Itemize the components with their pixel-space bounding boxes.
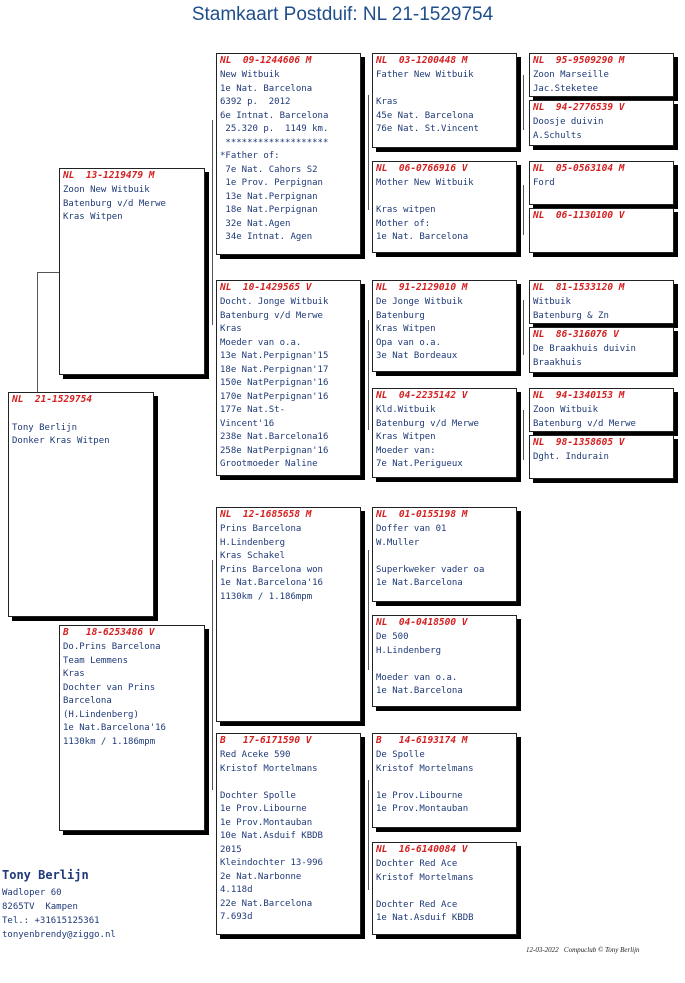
connector-line xyxy=(212,560,213,790)
ssdd-card xyxy=(529,208,674,253)
ring-number: NL 98-1358605 V xyxy=(533,437,625,448)
dam-card xyxy=(59,625,205,831)
card-details: De 500 H.Lindenberg Moeder van o.a. 1e Nat.Barcelona xyxy=(376,632,463,696)
connector-line xyxy=(523,185,524,235)
card-details: New Witbuik 1e Nat. Barcelona 6392 p. 2012 6e Intnat. Barcelona 25.320 p. 1149 km. ******************* *Father of: 7e Nat. Cahors S2 1e Prov. Perpignan 13e Nat.Perpignan 18e Nat.Perpignan 32e Nat.Agen 34e Intnat. Agen xyxy=(220,70,329,242)
subject-card xyxy=(8,392,154,617)
sds-card xyxy=(372,280,517,372)
ring-number: NL 10-1429565 V xyxy=(220,282,312,293)
ring-number: NL 09-1244606 M xyxy=(220,55,312,66)
ring-number: NL 05-0563104 M xyxy=(533,163,625,174)
owner-email: tonyenbrendy@ziggo.nl xyxy=(2,930,116,940)
ring-number: B 17-6171590 V xyxy=(220,735,312,746)
ring-number: B 14-6193174 M xyxy=(376,735,468,746)
ring-number: NL 04-0418500 V xyxy=(376,617,468,628)
ring-number: NL 03-1200448 M xyxy=(376,55,468,66)
connector-line xyxy=(212,120,213,325)
ddd-card xyxy=(372,842,517,935)
card-details: De Braakhuis duivin Braakhuis xyxy=(533,344,636,368)
ring-number: NL 81-1533120 M xyxy=(533,282,625,293)
card-details: De Spolle Kristof Mortelmans 1e Prov.Libourne 1e Prov.Montauban xyxy=(376,750,474,814)
card-details: Father New Witbuik Kras 45e Nat. Barcelona 76e Nat. St.Vincent xyxy=(376,70,479,134)
sire-dam-card xyxy=(216,280,361,476)
card-details: Kld.Witbuik Batenburg v/d Merwe Kras Witpen Moeder van: 7e Nat.Perigueux xyxy=(376,405,479,469)
sire-sire-card xyxy=(216,53,361,255)
sdds-card xyxy=(529,388,674,432)
connector-line xyxy=(523,300,524,355)
footer-credit: 12-03-2022 Compuclub © Tony Berlijn xyxy=(526,946,640,954)
dam-sire-card xyxy=(216,507,361,722)
dsd-card xyxy=(372,615,517,707)
ring-number: NL 94-1340153 M xyxy=(533,390,625,401)
ring-number: NL 21-1529754 xyxy=(12,394,93,405)
connector-line xyxy=(523,75,524,130)
dds-card xyxy=(372,733,517,828)
ring-number: NL 13-1219479 M xyxy=(63,170,155,181)
connector-line xyxy=(368,780,369,890)
connector-line xyxy=(523,410,524,460)
card-details: De Jonge Witbuik Batenburg Kras Witpen Opa van o.a. 3e Nat Bordeaux xyxy=(376,297,463,361)
ring-number: NL 06-1130100 V xyxy=(533,210,625,221)
ring-number: NL 94-2776539 V xyxy=(533,102,625,113)
ring-number: NL 01-0155198 M xyxy=(376,509,468,520)
sdd-card xyxy=(372,388,517,478)
ring-number: B 18-6253486 V xyxy=(63,627,155,638)
sssd-card xyxy=(529,100,674,146)
card-details: Tony Berlijn Donker Kras Witpen xyxy=(12,422,110,446)
card-details: Dght. Indurain xyxy=(533,452,609,462)
card-details: Mother New Witbuik Kras witpen Mother of: 1e Nat. Barcelona xyxy=(376,178,474,242)
card-details: Witbuik Batenburg & Zn xyxy=(533,297,609,321)
card-details: Red Aceke 590 Kristof Mortelmans Dochter Spolle 1e Prov.Libourne 1e Prov.Montauban 10e Nat.Asduif KBDB 2015 Kleindochter 13-996 2e Nat.Narbonne 4.118d 22e Nat.Barcelona 7.693d xyxy=(220,750,323,922)
ssds-card xyxy=(529,161,674,205)
sddd-card xyxy=(529,435,674,479)
connector-line xyxy=(368,320,369,430)
card-details: Prins Barcelona H.Lindenberg Kras Schakel Prins Barcelona won 1e Nat.Barcelona'16 1130km / 1.186mpm xyxy=(220,524,323,602)
page-title: Stamkaart Postduif: NL 21-1529754 xyxy=(191,4,494,25)
sire-card xyxy=(59,168,205,375)
sdss-card xyxy=(529,280,674,324)
card-details: Dochter Red Ace Kristof Mortelmans Dochter Red Ace 1e Nat.Asduif KBDB xyxy=(376,859,474,923)
connector-line xyxy=(368,550,369,670)
card-details: Ford xyxy=(533,178,555,188)
ring-number: NL 06-0766916 V xyxy=(376,163,468,174)
card-details: Zoon New Witbuik Batenburg v/d Merwe Kras Witpen xyxy=(63,185,166,222)
card-details: Docht. Jonge Witbuik Batenburg v/d Merwe Kras Moeder van o.a. 13e Nat.Perpignan'15 18e Nat.Perpignan'17 150e NatPerpignan'16 170e NatPerpignan'16 177e Nat.St- Vincent'16 238e Nat.Barcelona16 258e NatPerpignan'16 Grootmoeder Naline xyxy=(220,297,329,469)
owner-city: 8265TV Kampen xyxy=(2,902,78,912)
card-details: Doosje duivin A.Schults xyxy=(533,117,604,141)
owner-address: Wadloper 60 xyxy=(2,888,62,898)
ssd-card xyxy=(372,161,517,253)
sdsd-card xyxy=(529,327,674,373)
owner-name: Tony Berlijn xyxy=(2,868,89,882)
card-details: Zoon Witbuik Batenburg v/d Merwe xyxy=(533,405,636,429)
connector-line xyxy=(368,95,369,210)
ring-number: NL 16-6140084 V xyxy=(376,844,468,855)
card-details: Zoon Marseille Jac.Steketee xyxy=(533,70,609,94)
ring-number: NL 04-2235142 V xyxy=(376,390,468,401)
dam-dam-card xyxy=(216,733,361,935)
ring-number: NL 95-9509290 M xyxy=(533,55,625,66)
card-details: Do.Prins Barcelona Team Lemmens Kras Dochter van Prins Barcelona (H.Lindenberg) 1e Nat.Barcelona'16 1130km / 1.186mpm xyxy=(63,642,166,747)
ring-number: NL 86-316076 V xyxy=(533,329,619,340)
ring-number: NL 12-1685658 M xyxy=(220,509,312,520)
dss-card xyxy=(372,507,517,602)
ring-number: NL 91-2129010 M xyxy=(376,282,468,293)
ssss-card xyxy=(529,53,674,97)
owner-phone: Tel.: +31615125361 xyxy=(2,916,100,926)
card-details: Doffer van 01 W.Muller Superkweker vader oa 1e Nat.Barcelona xyxy=(376,524,485,588)
sss-card xyxy=(372,53,517,148)
connector-line xyxy=(37,272,59,273)
